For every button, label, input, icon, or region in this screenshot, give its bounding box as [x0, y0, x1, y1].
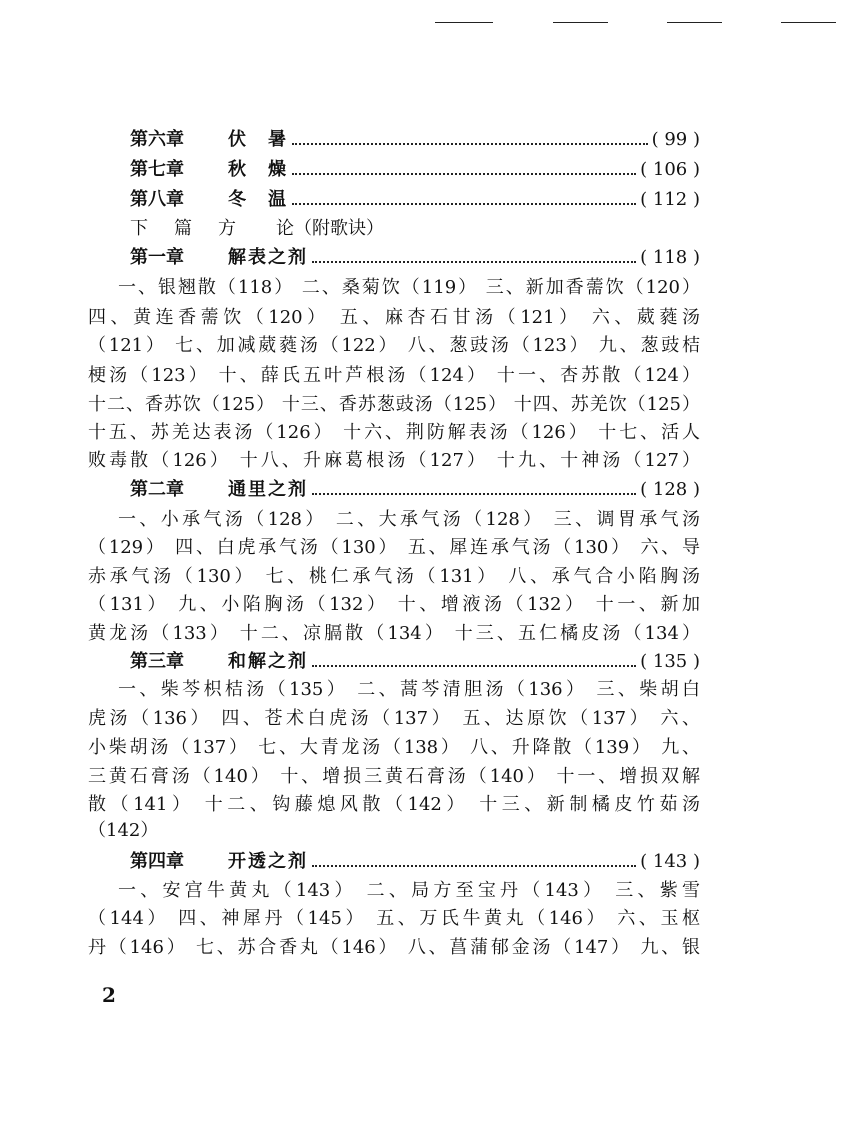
chapter-page: ( 118 ) — [640, 247, 700, 268]
chapter-page: ( 99 ) — [651, 129, 700, 150]
section-heading-part: 方 — [218, 218, 236, 239]
toc-entry-line: （144） 四、神犀丹（145） 五、万氏牛黄丸（146） 六、玉枢 — [88, 908, 700, 929]
section-heading-part: 下 — [130, 218, 148, 239]
dot-leader — [292, 173, 636, 175]
toc-entry-line: 梗汤（123） 十、薛氏五叶芦根汤（124） 十一、杏苏散（124） — [88, 365, 700, 386]
chapter-label: 第二章 — [130, 479, 184, 500]
chapter-label: 第四章 — [130, 851, 184, 872]
toc-entry-line: （131） 九、小陷胸汤（132） 十、增液汤（132） 十一、新加 — [88, 594, 700, 615]
chapter-heading — [130, 188, 700, 212]
section-heading — [130, 217, 450, 241]
toc-entry-line: 一、银翘散（118） 二、桑菊饮（119） 三、新加香薷饮（120） — [118, 277, 700, 298]
toc-entry-line: （129） 四、白虎承气汤（130） 五、犀连承气汤（130） 六、导 — [88, 537, 700, 558]
chapter-label: 第七章 — [130, 159, 184, 180]
toc-entry-line: 四、黄连香薷饮（120） 五、麻杏石甘汤（121） 六、葳蕤汤 — [88, 307, 700, 328]
toc-entry-line: 三黄石膏汤（140） 十、增损三黄石膏汤（140） 十一、增损双解 — [88, 766, 700, 787]
chapter-title: 伏 暑 — [228, 129, 288, 150]
chapter-label: 第一章 — [130, 247, 184, 268]
chapter-title: 开透之剂 — [228, 851, 308, 872]
chapter-heading — [130, 158, 700, 182]
chapter-label: 第三章 — [130, 651, 184, 672]
dot-leader — [312, 865, 636, 867]
toc-entry-line: 一、安宫牛黄丸（143） 二、局方至宝丹（143） 三、紫雪 — [118, 880, 700, 901]
dot-leader — [292, 203, 636, 205]
section-heading-part: 论（附歌诀） — [276, 218, 384, 239]
chapter-title: 秋 燥 — [228, 159, 288, 180]
top-rule — [435, 22, 493, 23]
toc-entry-line: 丹（146） 七、苏合香丸（146） 八、菖蒲郁金汤（147） 九、银 — [88, 937, 700, 958]
toc-entry-line: 败毒散（126） 十八、升麻葛根汤（127） 十九、十神汤（127） — [88, 450, 700, 471]
chapter-page: ( 112 ) — [640, 189, 700, 210]
toc-entry-line: （142） — [88, 820, 159, 841]
dot-leader — [312, 261, 636, 263]
dot-leader — [292, 143, 648, 145]
chapter-heading — [130, 850, 700, 874]
toc-entry-line: 十二、香苏饮（125） 十三、香苏葱豉汤（125） 十四、苏羌饮（125） — [88, 394, 700, 415]
toc-entry-line: 一、柴芩枳桔汤（135） 二、蒿芩清胆汤（136） 三、柴胡白 — [118, 679, 700, 700]
chapter-heading — [130, 650, 700, 674]
chapter-page: ( 143 ) — [640, 851, 700, 872]
chapter-title: 和解之剂 — [228, 651, 308, 672]
chapter-page: ( 106 ) — [640, 159, 700, 180]
chapter-page: ( 128 ) — [640, 479, 700, 500]
chapter-label: 第八章 — [130, 189, 184, 210]
toc-entry-line: 小柴胡汤（137） 七、大青龙汤（138） 八、升降散（139） 九、 — [88, 737, 700, 758]
toc-entry-line: 散（141） 十二、钩藤熄风散（142） 十三、新制橘皮竹茹汤 — [88, 794, 700, 815]
chapter-label: 第六章 — [130, 129, 184, 150]
top-rule — [553, 22, 608, 23]
chapter-heading — [130, 246, 700, 270]
top-rule — [781, 22, 836, 23]
chapter-heading — [130, 478, 700, 502]
toc-entry-line: 赤承气汤（130） 七、桃仁承气汤（131） 八、承气合小陷胸汤 — [88, 566, 700, 587]
dot-leader — [312, 665, 636, 667]
toc-entry-line: 一、小承气汤（128） 二、大承气汤（128） 三、调胃承气汤 — [118, 509, 700, 530]
page-number: 2 — [102, 983, 116, 1007]
dot-leader — [312, 493, 636, 495]
section-heading-part: 篇 — [174, 218, 192, 239]
chapter-page: ( 135 ) — [640, 651, 700, 672]
toc-entry-line: 十五、苏羌达表汤（126） 十六、荆防解表汤（126） 十七、活人 — [88, 422, 700, 443]
toc-entry-line: （121） 七、加减葳蕤汤（122） 八、葱豉汤（123） 九、葱豉桔 — [88, 335, 700, 356]
toc-entry-line: 黄龙汤（133） 十二、凉膈散（134） 十三、五仁橘皮汤（134） — [88, 623, 700, 644]
chapter-heading — [130, 128, 700, 152]
chapter-title: 通里之剂 — [228, 479, 308, 500]
chapter-title: 冬 温 — [228, 189, 288, 210]
top-rule — [667, 22, 722, 23]
chapter-title: 解表之剂 — [228, 247, 308, 268]
toc-entry-line: 虎汤（136） 四、苍术白虎汤（137） 五、达原饮（137） 六、 — [88, 708, 700, 729]
